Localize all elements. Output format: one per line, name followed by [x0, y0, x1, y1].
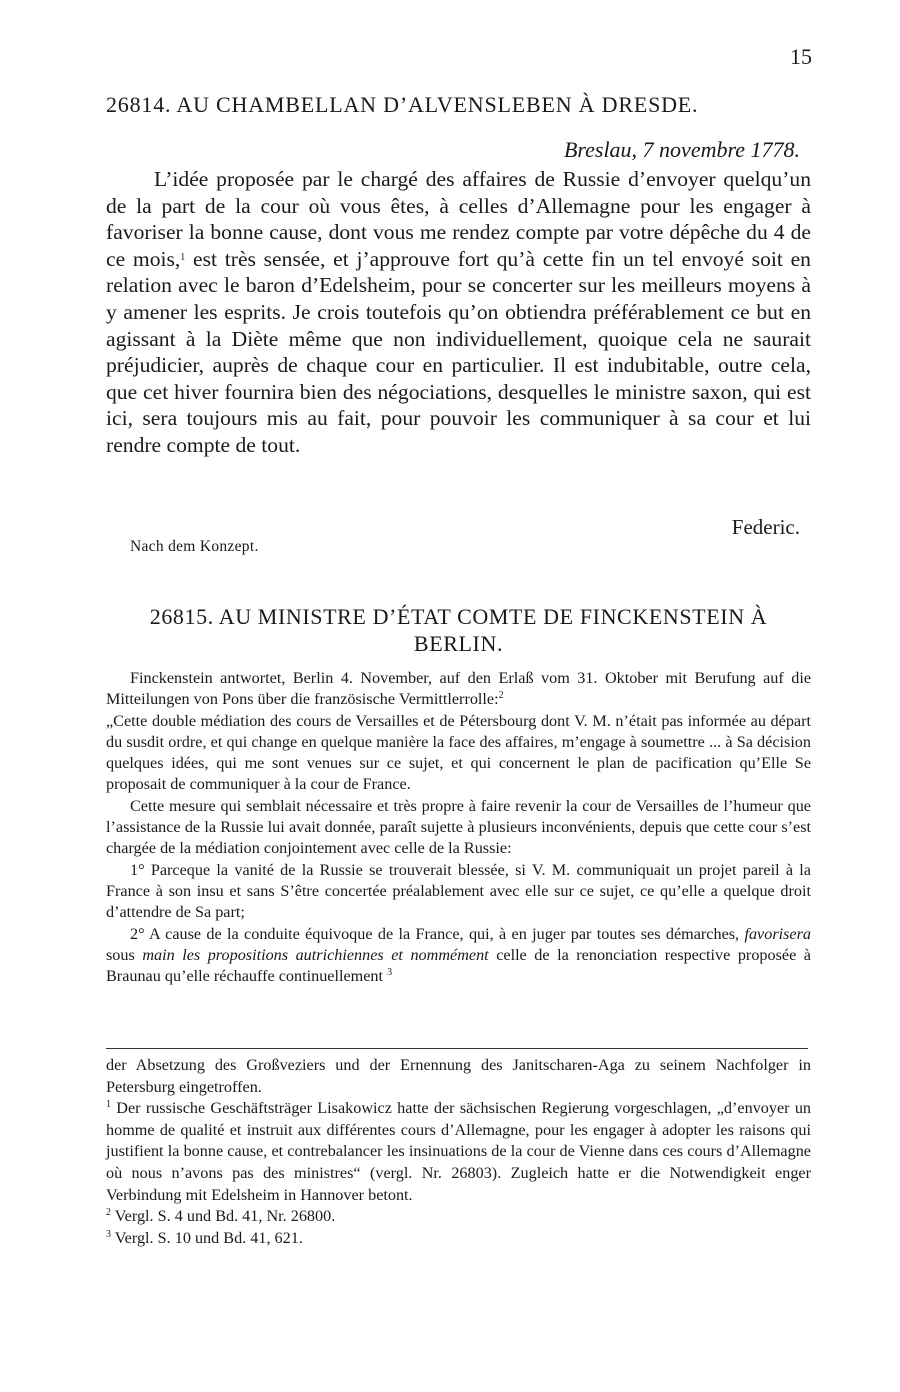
footnote: $^2$ Vergl. S. 4 und Bd. 41, Nr. 26800.	[106, 1207, 336, 1226]
footnote-ref: 1	[180, 251, 186, 263]
footnote: $^1$ Der russische Geschäftsträger Lisakowicz hatte der sächsischen Regierung vorgeschlagen, „d’envoyer un homme de qualité et instruit aux différentes cours d’Allemagne, pour les engager à adopter les raisons qui justifient la bonne cause, et contrebalancer les insinuations de la cour de Vienne dans ces cours d’Allemagne où nous n’avons pas des ministres“ (vergl. Nr. 26803). Zugleich hatte er die Notwendigkeit enger Verbindung mit Edelsheim in Hannover betont.	[106, 1099, 812, 1204]
document-body	[106, 668, 811, 987]
intro-paragraph: Finckenstein antwortet, Berlin 4. November, auf den Erlaß vom 31. Oktober mit Berufung auf die Mitteilungen von Pons über die französische Vermittlerrolle:$^2$	[106, 669, 811, 709]
quote-paragraph: „Cette double médiation des cours de Versailles et de Pétersbourg dont V. M. n’était pas informée au départ du susdit ordre, et qui change en quelque manière la face des affaires, m’engage à soumettre ... à Sa décision quelques idées, qui me sont venues sur ce sujet, et qui concernent le plan de pacification qu’Elle Se proposait de communiquer à la cour de France.	[106, 711, 811, 794]
numbered-point: 1° Parceque la vanité de la Russie se trouverait blessée, si V. M. communiquait un projet pareil à la France à son insu et sans S’être concertée préalablement avec elle sur ce sujet, ce qu’elle a quelque droit d’attendre de Sa part;	[106, 860, 811, 922]
quote-paragraph: Cette mesure qui semblait nécessaire et très propre à faire revenir la cour de Versailles de l’humeur que l’assistance de la Russie lui avait donnée, paraît sujette à plusieurs inconvénients, depuis que cette cour s’est chargée de la médiation conjointement avec celle de la Russie:	[106, 796, 811, 858]
letter-paragraph: L’idée proposée par le chargé des affaires de Russie d’envoyer quelqu’un de la part de la cour où vous êtes, à celles d’Allemagne pour les engager à favoriser la bonne cause, dont vous me rendez compte par votre dépêche du 4 de ce mois,$^1$ est très sensée, et j’approuve fort qu’à cette fin un tel envoyé soit en relation avec le baron d’Edelsheim, pour se concerter sur les meilleurs moyens à y amener les esprits. Je crois toutefois qu’on obtiendra préférablement ce but en agissant à la Diète même que non individuellement, quoique cela ne saurait préjudicier, auprès de chaque cour en particulier. Il est indubitable, outre cela, que cet hiver fournira bien des négociations, desquelles le ministre saxon, qui est ici, sera toujours mis au fait, pour pouvoir les communiquer à sa cour et lui rendre compte de tout.	[106, 167, 811, 457]
document-heading: 26815. AU MINISTRE D’ÉTAT COMTE DE FINCKENSTEIN À BERLIN.	[149, 604, 768, 656]
footnote-ref: 3	[387, 967, 393, 979]
page-number: 15	[790, 44, 812, 69]
footnote: $^3$ Vergl. S. 10 und Bd. 41, 621.	[106, 1228, 303, 1247]
place-date: Breslau, 7 novembre 1778.	[563, 137, 800, 162]
numbered-point: 2° A cause de la conduite équivoque de la France, qui, à en juger par toutes ses démarches, favorisera sous main les propositions autrichiennes et nommément celle de la renonciation respective proposée à Braunau qu’elle réchauffe continuellement $^3$	[106, 924, 811, 986]
footnote-rule	[106, 1048, 808, 1049]
signature: Federic.	[731, 515, 800, 539]
letter-body	[106, 166, 811, 459]
footnotes	[106, 1055, 811, 1249]
footnote-continuation: der Absetzung des Großveziers und der Ernennung des Janitscharen-Aga zu seinem Nachfolger in Petersburg eingetroffen.	[106, 1056, 811, 1096]
document-heading: 26814. AU CHAMBELLAN D’ALVENSLEBEN À DRESDE.	[106, 92, 699, 117]
footnote-ref: 2	[498, 690, 504, 702]
source-note: Nach dem Konzept.	[130, 538, 259, 555]
